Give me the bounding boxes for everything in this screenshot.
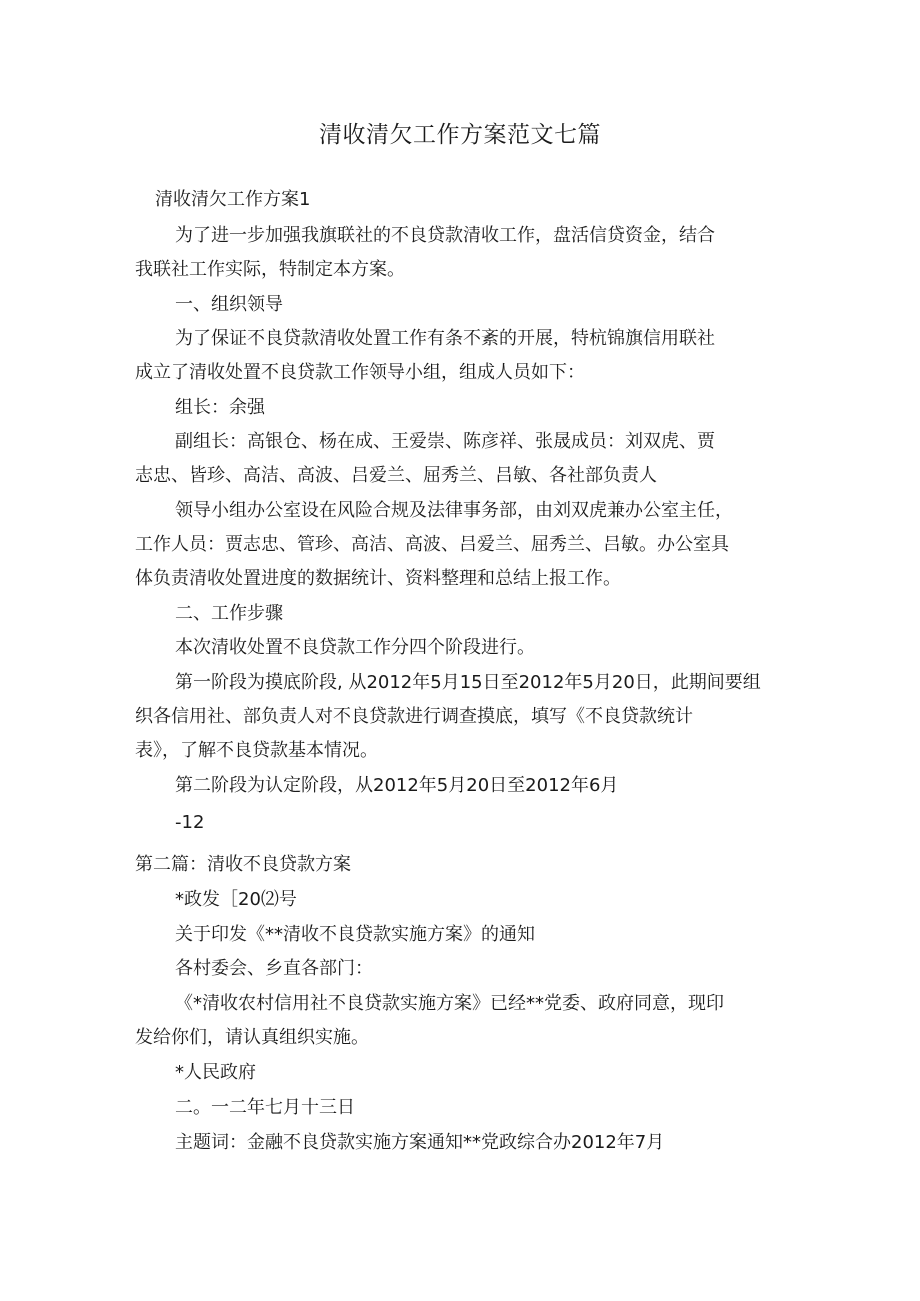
subject-line: 主题词：金融不良贷款实施方案通知**党政综合办2012年7月 <box>175 1132 665 1153</box>
document-title: 清收清欠工作方案范文七篇 <box>319 122 601 148</box>
paragraph-line: 体负责清收处置进度的数据统计、资料整理和总结上报工作。 <box>135 568 621 589</box>
paragraph-line: 织各信用社、部负责人对不良贷款进行调查摸底，填写《不良贷款统计 <box>135 706 693 727</box>
part-heading: 第二篇：清收不良贷款方案 <box>135 854 351 875</box>
addressee: 各村委会、乡直各部门： <box>175 958 373 979</box>
document-number: *政发［20⑵号 <box>175 889 297 910</box>
paragraph-line: 为了保证不良贷款清收处置工作有条不紊的开展，特杭锦旗信用联社 <box>175 328 715 349</box>
paragraph-line: 副组长：高银仓、杨在成、王爱崇、陈彦祥、张晟成员：刘双虎、贾 <box>175 431 715 452</box>
paragraph-line: 为了进一步加强我旗联社的不良贷款清收工作，盘活信贷资金，结合 <box>175 225 715 246</box>
paragraph-line: 成立了清收处置不良贷款工作领导小组，组成人员如下： <box>135 362 585 383</box>
paragraph-line: 领导小组办公室设在风险合规及法律事务部，由刘双虎兼办公室主任， <box>175 500 733 521</box>
paragraph-line: 第一阶段为摸底阶段, 从2012年5月15日至2012年5月20日，此期间要组 <box>175 672 761 693</box>
paragraph-line: 本次清收处置不良贷款工作分四个阶段进行。 <box>175 637 535 658</box>
issuer: *人民政府 <box>175 1062 256 1083</box>
paragraph-line: 工作人员：贾志忠、管珍、高洁、高波、吕爱兰、屈秀兰、吕敏。办公室具 <box>135 534 729 555</box>
paragraph-line: 第二阶段为认定阶段，从2012年5月20日至2012年6月 <box>175 775 619 796</box>
paragraph-line: 发给你们，请认真组织实施。 <box>135 1027 369 1048</box>
subsection-heading: 二、工作步骤 <box>175 603 283 624</box>
page-marker: -12 <box>175 812 205 833</box>
section-heading: 清收清欠工作方案1 <box>155 189 311 210</box>
paragraph-line: 《*清收农村信用社不良贷款实施方案》已经**党委、政府同意，现印 <box>175 993 724 1014</box>
paragraph-line: 组长：余强 <box>175 397 265 418</box>
paragraph-line: 表》，了解不良贷款基本情况。 <box>135 740 378 761</box>
paragraph-line: 我联社工作实际，特制定本方案。 <box>135 259 405 280</box>
issue-date: 二。一二年七月十三日 <box>175 1097 355 1118</box>
paragraph-line: 志忠、皆珍、高洁、高波、吕爱兰、屈秀兰、吕敏、各社部负责人 <box>135 465 657 486</box>
subsection-heading: 一、组织领导 <box>175 294 283 315</box>
notice-title: 关于印发《**清收不良贷款实施方案》的通知 <box>175 924 535 945</box>
